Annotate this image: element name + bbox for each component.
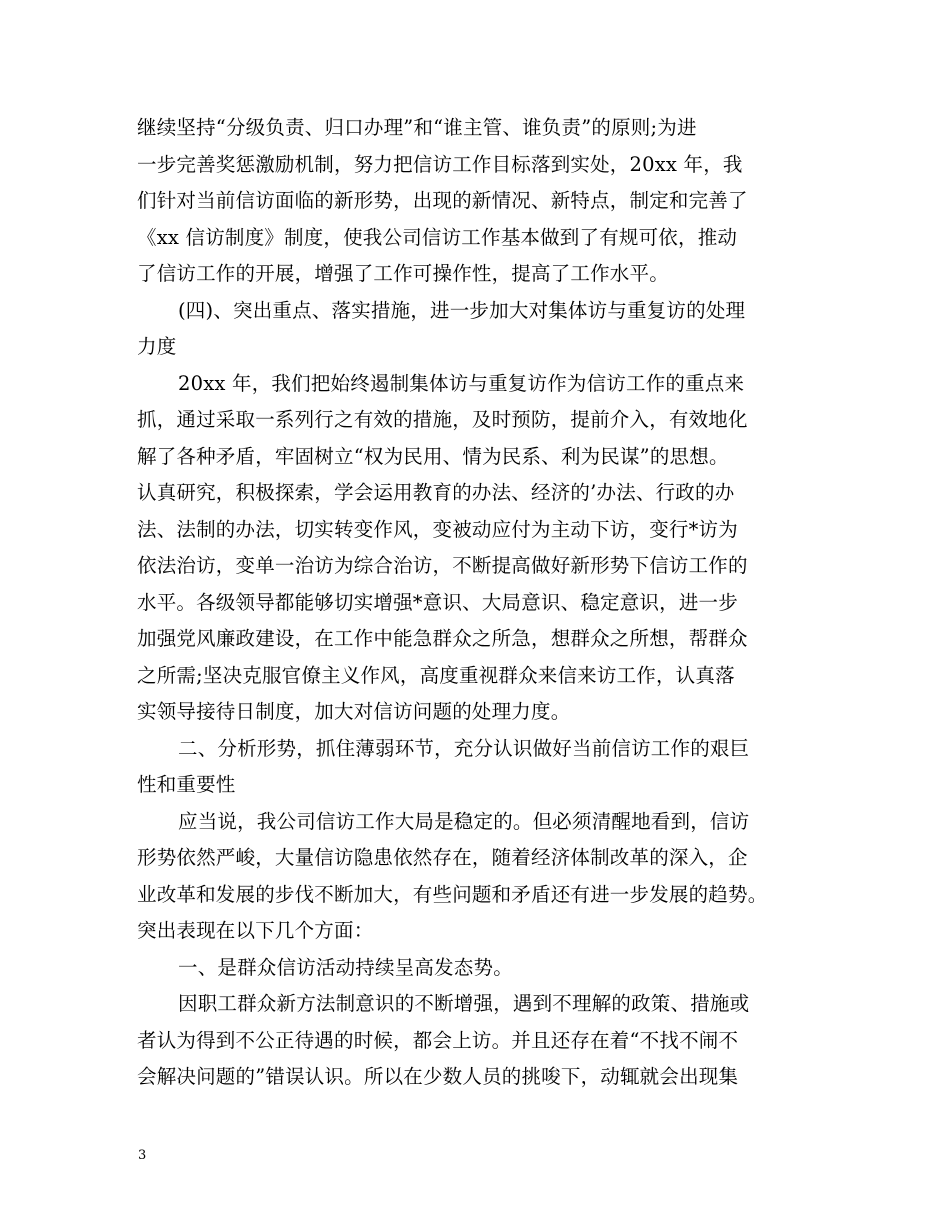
text-line: 者认为得到不公正待遇的时候，都会上访。并且还存在着“不找不闹不 bbox=[137, 1028, 739, 1052]
text-line: 《xx 信访制度》制度，使我公司信访工作基本做到了有规可依，推动 bbox=[137, 225, 738, 249]
text-line: 形势依然严峻，大量信访隐患依然存在，随着经济体制改革的深入，企 bbox=[137, 846, 748, 869]
text-line: 抓，通过采取一系列行之有效的措施，及时预防，提前介入，有效地化 bbox=[137, 408, 748, 431]
text-line: 业改革和发展的步伐不断加大，有些问题和矛盾还有进一步发展的趋势。 bbox=[137, 882, 768, 906]
text-line: 突出表现在以下几个方面： bbox=[137, 919, 374, 942]
text-line: 加强党风廉政建设，在工作中能急群众之所急，想群众之所想，帮群众 bbox=[137, 627, 748, 650]
text-line: 会解决问题的”错误认识。所以在少数人员的挑唆下，动辄就会出现集 bbox=[137, 1065, 739, 1088]
text-line: 了信访工作的开展，增强了工作可操作性，提高了工作水平。 bbox=[137, 262, 669, 285]
text-line: 力度 bbox=[137, 335, 177, 358]
text-line: 认真研究，积极探索，学会运用教育的办法、经济的’办法、行政的办 bbox=[137, 481, 735, 504]
text-line: 应当说，我公司信访工作大局是稳定的。但必须清醒地看到，信访 bbox=[178, 809, 750, 833]
text-line: 实领导接待日制度，加大对信访问题的处理力度。 bbox=[137, 700, 571, 723]
text-line: 水平。各级领导都能够切实增强*意识、大局意识、稳定意识，进一步 bbox=[137, 590, 738, 614]
text-line: 二、分析形势，抓住薄弱环节，充分认识做好当前信访工作的艰巨 bbox=[178, 736, 750, 760]
text-line: 之所需;坚决克服官僚主义作风，高度重视群众来信来访工作，认真落 bbox=[137, 663, 735, 687]
text-line: 们针对当前信访面临的新形势，出现的新情况、新特点，制定和完善了 bbox=[137, 189, 748, 212]
text-line: 法、法制的办法，切实转变作风，变被动应付为主动下访，变行*访为 bbox=[137, 517, 738, 541]
body-text bbox=[137, 110, 827, 1096]
text-line: 性和重要性 bbox=[137, 773, 236, 796]
page-number: 3 bbox=[138, 1148, 147, 1163]
text-line: 20xx 年，我们把始终遏制集体访与重复访作为信访工作的重点来 bbox=[178, 371, 745, 395]
text-line: 解了各种矛盾，牢固树立“权为民用、情为民系、利为民谋”的思想。 bbox=[137, 444, 729, 468]
text-line: 依法治访，变单一治访为综合治访，不断提高做好新形势下信访工作的 bbox=[137, 554, 748, 577]
text-line: 因职工群众新方法制意识的不断增强，遇到不理解的政策、措施或 bbox=[178, 992, 750, 1015]
text-line: 一步完善奖惩激励机制，努力把信访工作目标落到实处，20xx 年，我 bbox=[137, 152, 743, 176]
text-line: 继续坚持“分级负责、归口办理”和“谁主管、谁负责”的原则;为进 bbox=[137, 116, 697, 139]
text-line: 一、是群众信访活动持续呈高发态势。 bbox=[178, 955, 513, 979]
text-line: (四)、突出重点、落实措施，进一步加大对集体访与重复访的处理 bbox=[178, 298, 746, 322]
